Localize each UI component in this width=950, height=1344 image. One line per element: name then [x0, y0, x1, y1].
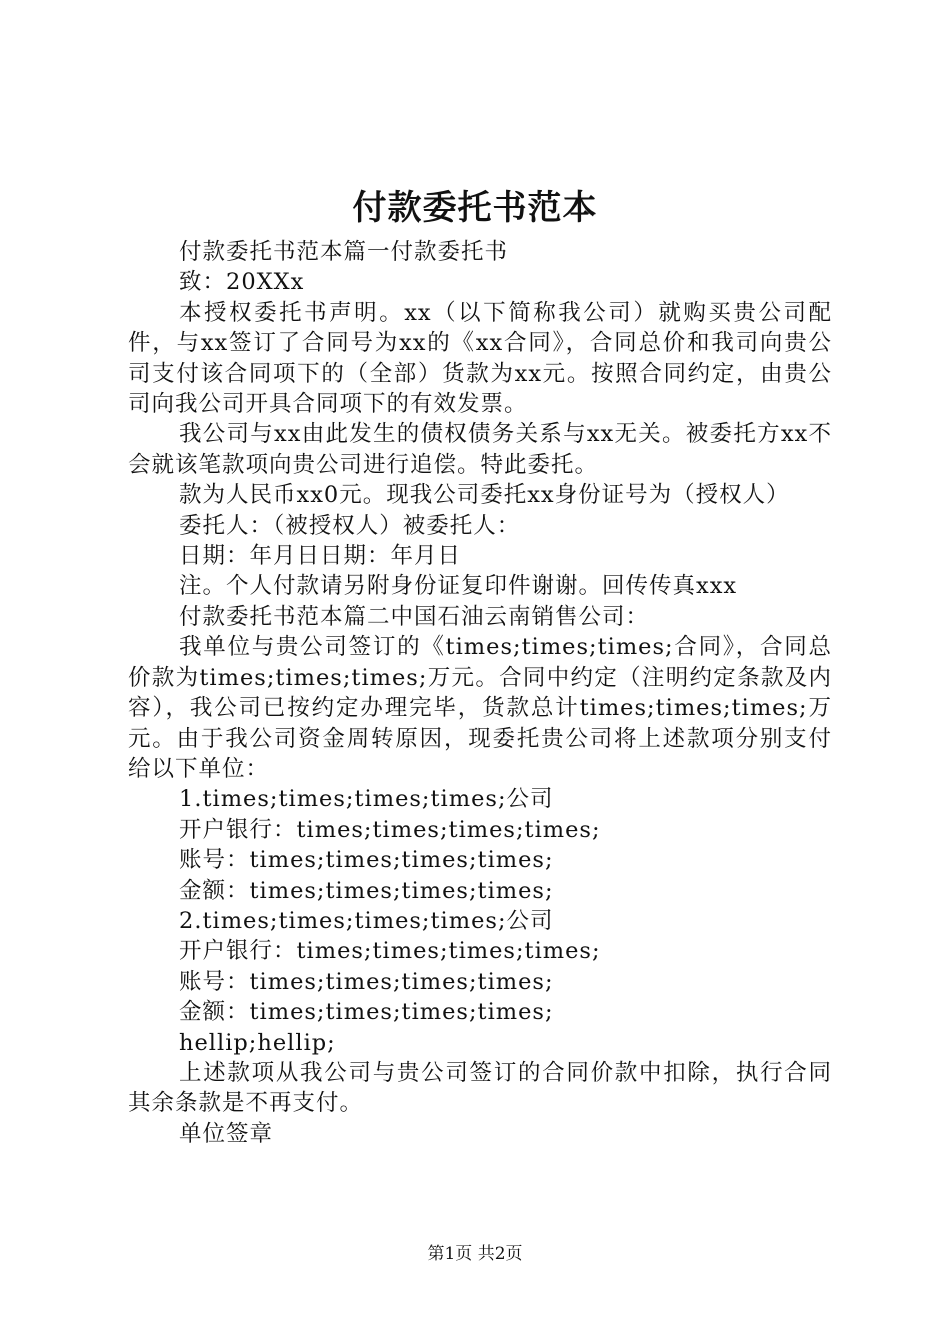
paragraph-signature: 单位签章 [179, 1120, 274, 1147]
list-item-bank-2: 开户银行：times;times;times;times; [179, 938, 601, 965]
paragraph-addressee: 致：20XXx [179, 269, 305, 296]
list-item-account-2: 账号：times;times;times;times; [179, 968, 554, 995]
paragraph-deduction: 上述款项从我公司与贵公司签订的合同价款中扣除，执行合同其余条款是不再支付。 [128, 1059, 832, 1117]
paragraph-note: 注。个人付款请另附身份证复印件谢谢。回传传真xxx [179, 573, 738, 600]
page-number: 第1页 共2页 [427, 1244, 523, 1264]
document-title: 付款委托书范本 [352, 188, 598, 228]
paragraph-declaration: 本授权委托书声明。xx（以下简称我公司）就购买贵公司配件，与xx签订了合同号为xx的《xx合同》，合同总价和我司向贵公司支付该合同项下的（全部）货款为xx元。按照合同约定，由贵公司向我公司开具合同项下的有效发票。 [128, 299, 832, 418]
document-body [128, 237, 832, 1149]
list-item-account-1: 账号：times;times;times;times; [179, 847, 554, 874]
list-item-amount-1: 金额：times;times;times;times; [179, 877, 554, 904]
paragraph-contract: 我单位与贵公司签订的《times;times;times;合同》，合同总价款为times;times;times;万元。合同中约定（注明约定条款及内容），我公司已按约定办理完毕，货款总计times;times;times;万元。由于我公司资金周转原因，现委托贵公司将上述款项分别支付给以下单位： [128, 634, 832, 782]
paragraph-parties: 委托人：（被授权人）被委托人： [179, 512, 521, 539]
list-item-amount-2: 金额：times;times;times;times; [179, 999, 554, 1026]
paragraph-ellipsis: hellip;hellip; [179, 1029, 336, 1056]
list-item-company-1: 1.times;times;times;times;公司 [179, 786, 554, 813]
paragraph-heading-2: 付款委托书范本篇二中国石油云南销售公司： [179, 603, 650, 630]
paragraph-amount: 款为人民币xx0元。现我公司委托xx身份证号为（授权人） [179, 482, 790, 509]
list-item-bank-1: 开户银行：times;times;times;times; [179, 816, 601, 843]
paragraph-dates: 日期：年月日日期：年月日 [179, 543, 462, 570]
paragraph-heading-1: 付款委托书范本篇一付款委托书 [179, 239, 509, 265]
paragraph-liability: 我公司与xx由此发生的债权债务关系与xx无关。被委托方xx不会就该笔款项向贵公司进行追偿。特此委托。 [128, 421, 832, 478]
list-item-company-2: 2.times;times;times;times;公司 [179, 907, 554, 934]
